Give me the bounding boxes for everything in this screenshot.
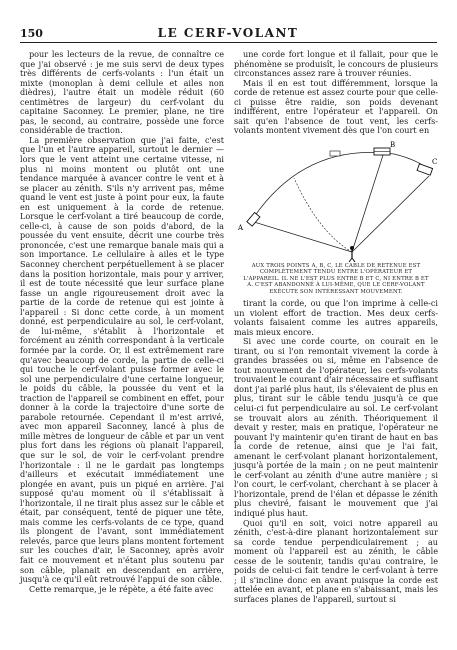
paragraph: pour les lecteurs de la revue, de connaître ce que j'ai observé : je me suis servi de deux types très différents de cerfs-volants : l'un était un mixte (monoplan à demi cellule et ailes non dièdres), l'autre était un modèle réduit (60 centimètres de largeur) du cerf-volant du capitaine Saconney. Le premier, plane, ne tire pas, le second, au contraire, possède une force considérable de traction. <box>20 49 224 136</box>
figure-caption: AUX TROIS POINTS A, B, C, LE CABLE DE RETENUE EST COMPLÈTEMENT TENDU ENTRE L'OPÉRATEUR ET L'APPAREIL. IL NE L'EST PLUS ENTRE B ET C, NI ENTRE B ET A. C'EST ABANDONNÉ À LUI-MÊME, QUE LE CERF-VOLANT EXÉCUTE SON INTÉRESSANT MOUVEMENT. <box>243 262 429 295</box>
left-column <box>20 50 224 594</box>
label-c: C <box>432 157 438 166</box>
paragraph: La première observation que j'ai faite, c'est que l'un et l'autre appareil, surtout le dernier — lors que le vent atteint une certaine vitesse, ni plus ni moins montent ou plutôt ont une tendance marquée à avancer contre le vent et à se placer au zénith. S'ils n'y arrivent pas, même quand le vent est juste à point pour eux, la faute en est uniquement à la corde de retenue. Lorsque le cerf-volant a tiré beaucoup de corde, celle-ci, à cause de son poids d'abord, de la poussée du vent ensuite, décrit une courbe très prononcée, c'est une remarque banale mais qui a son importance. Le cellulaire à ailes et le type Saconney cherchent perpétuellement à se placer dans la position horizontale, mais pour y arriver, il est de toute nécessité que leur surface plane fasse un angle rigoureusement droit avec la partie de la corde de retenue qui est jointe à l'appareil : Si donc cette corde, à un moment donné, est perpendiculaire au sol, le cerf-volant, de lui-même, s'établit à l'horizontale et forcément au zénith correspondant à la verticale formée par la corde. Or, il est extrêmement rare qu'avec beaucoup de corde, la partie de celle-ci qui touche le cerf-volant puisse former avec le sol une perpendiculaire d'une certaine longueur, le poids du câble, la poussée du vent et la traction de l'appareil se combinent en effet, pour donner à la corde la trajectoire d'une sorte de parabole retournée. Cependant il m'est arrivé, avec mon appareil Saconney, lancé à plus de mille mètres de longueur de câble et par un vent plus fort dans les régions où planait l'appareil, que sur le sol, de voir le cerf-volant prendre l'horizontale : il ne le gardait pas longtemps d'ailleurs et exécutait immédiatement une plongée en avant, puis un piqué en arrière. J'ai supposé qu'au moment où il s'établissait à l'horizontale, il ne tirait plus assez sur le câble et était, par conséquent, tenté de piquer une tête, mais comme les cerfs-volants de ce type, quand ils plongent de l'avant, sont immédiatement relevés, parce que leurs plans montent fortement sur les couches d'air, le Saconney, après avoir fait ce mouvement et n'étant plus soutenu par son câble, planait en descendant en arrière, jusqu'à ce qu'il eût retrouvé l'appui de son câble. <box>20 134 224 585</box>
cable-to-c <box>352 176 429 252</box>
label-a: A <box>238 223 244 232</box>
paragraph: Si avec une corde courte, on courait en le tirant, ou si l'on remontait vivement la corde à grandes brassées ou si, même en l'absence de tout mouvement de l'opérateur, les cerfs-volants trouvaient le courant d'air nécessaire et suffisant dont j'ai parlé plus haut, ils s'élevaient de plus en plus, tirant sur le câble tendu jusqu'à ce que celui-ci fut perpendiculaire au sol. Le cerf-volant se trouvait alors au zénith. Théoriquement il devait y rester, mais en pratique, l'opérateur ne pouvant l'y maintenir qu'en tirant de haut en bas la corde de retenue, ainsi que je l'ai fait, amenant le cerf-volant planant horizontalement, jusqu'à portée de la main ; on ne peut maintenir le cerf-volant au zénith d'une autre manière ; si l'on court, le cerf-volant, cherchant à se placer à l'horizontale, prend de l'élan et dépasse le zénith plus cheviré, faisant le mouvement que j'ai indiqué plus haut. <box>234 336 438 518</box>
paragraph: Mais il en est tout différemment, lorsque la corde de retenue est assez courte pour que celle-ci puisse être raidie, son poids devenant indifférent, entre l'opérateur et l'appareil. On sait qu'en l'absence de tout vent, les cerfs-volants montent vivement dès que l'on court en <box>234 77 438 136</box>
kite-intermediate <box>330 151 340 156</box>
kite-c <box>417 164 433 175</box>
kite-a <box>247 212 260 226</box>
slack-cable <box>294 178 352 252</box>
paragraph: Cette remarque, je le répète, a été faite avec <box>29 583 214 594</box>
paragraph: une corde fort longue et il fallait, pour que le phénomène se produisît, le concours de plusieurs circonstances assez rare à trouver réunies. <box>234 49 438 79</box>
label-b: B <box>390 140 396 149</box>
running-title: LE CERF-VOLANT <box>157 26 299 40</box>
arc-trajectory <box>252 152 432 220</box>
kite-b <box>374 148 390 155</box>
cable-to-b <box>352 152 384 252</box>
kite-figure <box>234 138 438 295</box>
paragraph: tirant la corde, ou que l'on imprime à celle-ci un violent effort de traction. Mes deux cerfs-volants faisaient comme les autres appareils, mais mieux encore. <box>234 297 438 337</box>
kite-diagram <box>234 138 438 262</box>
operator-figure <box>349 246 355 262</box>
page-header <box>20 26 437 43</box>
right-column <box>234 50 438 604</box>
page-number: 150 <box>20 27 43 40</box>
paragraph: Quoi qu'il en soit, voici notre appareil au zénith, c'est-à-dire planant horizontalement sur sa corde tendue perpendiculairement ; au moment où l'appareil est au zénith, le câble cesse de le soutenir, tandis qu'au contraire, le poids de celui-ci fait tendre le cerf-volant à terre ; il s'incline donc en avant puisque la corde est attelée en avant, et plane en s'abaissant, mais les surfaces planes de l'appareil, surtout si <box>234 517 438 604</box>
cable-to-a <box>254 222 352 252</box>
